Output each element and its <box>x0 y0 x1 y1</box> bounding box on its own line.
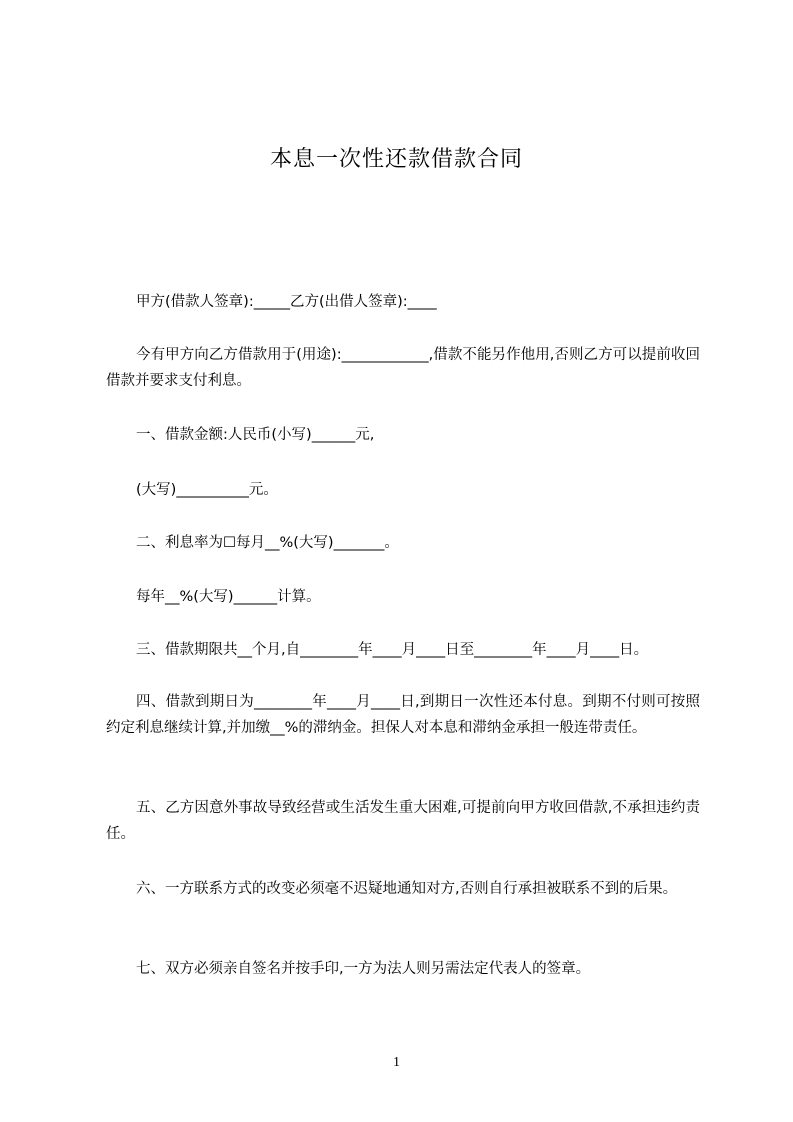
loan-purpose-paragraph: 今有甲方向乙方借款用于(用途):____________,借款不能另作他用,否则乙方可以提前收回借款并要求支付利息。 <box>106 347 700 389</box>
loan-amount-uppercase: (大写)__________元。 <box>136 482 278 498</box>
contact-change-clause: 六、一方联系方式的改变必须毫不迟疑地通知对方,否则自行承担被联系不到的后果。 <box>136 881 678 897</box>
early-recall-clause: 五、乙方因意外事故导致经营或生活发生重大困难,可提前向甲方收回借款,不承担违约责任。 <box>106 800 700 842</box>
loan-term-clause: 三、借款期限共__个月,自________年____月____日至________年____月____日。 <box>136 642 649 658</box>
loan-amount-lowercase: 一、借款金额:人民币(小写)______元, <box>136 427 375 443</box>
due-date-clause: 四、借款到期日为________年____月____日,到期日一次性还本付息。到期不付则可按照约定利息继续计算,并加缴__%的滞纳金。担保人对本息和滞纳金承担一般连带责任。 <box>106 694 700 736</box>
signature-requirement-clause: 七、双方必须亲自签名并按手印,一方为法人则另需法定代表人的签章。 <box>136 961 591 977</box>
interest-rate-monthly: 二、利息率为☐每月__%(大写)_______。 <box>136 535 399 551</box>
parties-signature-line: 甲方(借款人签章):_____乙方(出借人签章):____ <box>136 294 437 310</box>
document-title: 本息一次性还款借款合同 <box>269 147 523 172</box>
page-number: 1 <box>393 1055 400 1070</box>
interest-rate-yearly: 每年__%(大写)______计算。 <box>136 589 321 605</box>
